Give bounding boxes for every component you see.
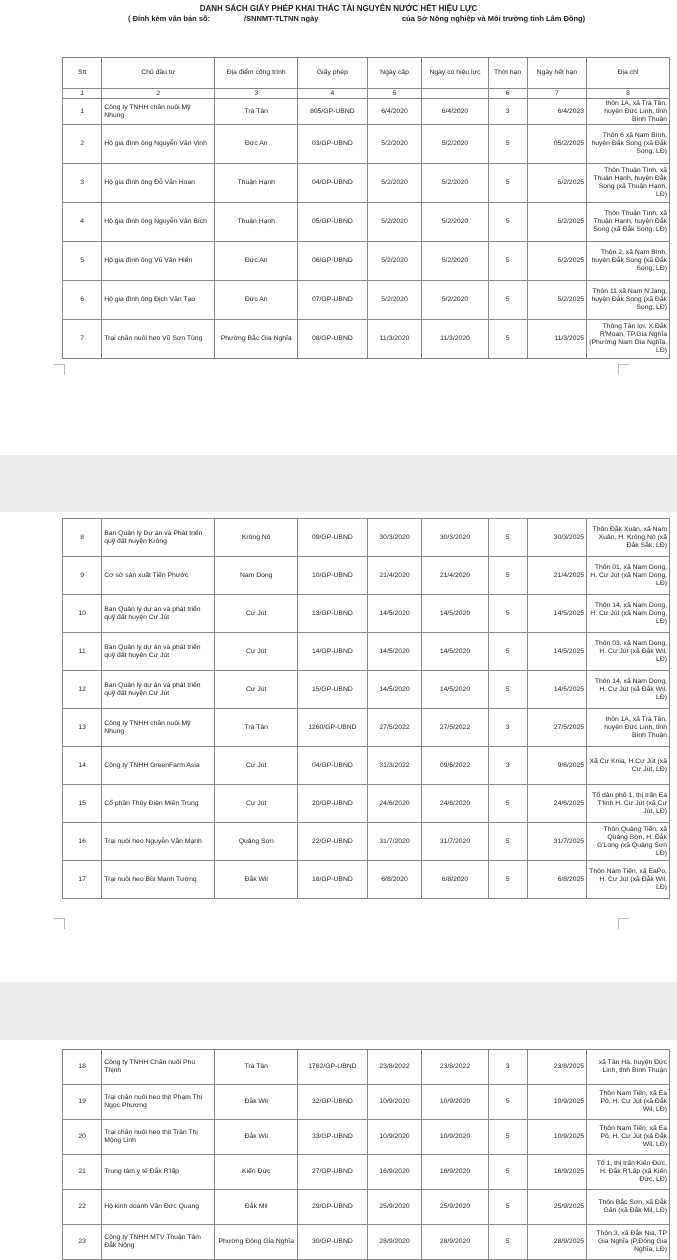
page-corner-mark	[618, 918, 629, 929]
page-corner-mark	[618, 364, 629, 375]
expiry-date-cell: 05/2/2025	[527, 125, 586, 164]
address-cell: Thôn Quảng Tiến, xã Quảng Sơn, H. Đắk G'Long (xã Quảng Sơn LĐ)	[587, 823, 670, 861]
term-cell: 5	[488, 281, 527, 320]
location-cell: Phường Đông Gia Nghĩa	[215, 1225, 298, 1260]
permit-cell: 07/GP-UBND	[298, 281, 367, 320]
table-row	[63, 709, 670, 747]
effective-date-cell: 5/2/2020	[422, 281, 488, 320]
column-header: Địa chỉ	[587, 58, 670, 89]
expiry-date-cell: 14/5/2025	[527, 633, 586, 671]
table-row	[63, 595, 670, 633]
column-number: 8	[587, 89, 670, 99]
address-cell: Thôn 2, xã Nam Bình, huyện Đắk Song (xã Đắk Song, LĐ)	[587, 242, 670, 281]
location-cell: Đắk Wil	[215, 1120, 298, 1155]
stt-cell: 11	[63, 633, 102, 671]
owner-cell: Công ty TNHH chăn nuôi Mỹ Nhung	[102, 709, 215, 747]
stt-cell: 2	[63, 125, 102, 164]
expiry-date-cell: 5/2/2025	[527, 281, 586, 320]
stt-cell: 4	[63, 203, 102, 242]
column-number	[422, 89, 488, 99]
stt-cell: 6	[63, 281, 102, 320]
issued-date-cell: 28/9/2020	[367, 1225, 422, 1260]
location-cell: Thuận Hạnh	[215, 203, 298, 242]
issued-date-cell: 21/4/2020	[367, 557, 422, 595]
document-page-1	[0, 0, 677, 455]
owner-cell: Cổ phần Thủy Điện Miền Trung	[102, 785, 215, 823]
issued-date-cell: 31/3/2022	[367, 747, 422, 785]
owner-cell: Trại chăn nuôi heo thịt Phạm Thị Ngọc Phương	[102, 1085, 215, 1120]
term-cell: 5	[488, 557, 527, 595]
stt-cell: 12	[63, 671, 102, 709]
stt-cell: 8	[63, 519, 102, 557]
effective-date-cell: 14/5/2020	[422, 671, 488, 709]
table-row	[63, 1085, 670, 1120]
location-cell: Cư Jút	[215, 785, 298, 823]
effective-date-cell: 21/4/2020	[422, 557, 488, 595]
table-row	[63, 164, 670, 203]
table-row	[63, 203, 670, 242]
issued-date-cell: 14/5/2020	[367, 595, 422, 633]
address-cell: Thôn Thuận Tình, xã Thuận Hạnh, huyện Đắk Song (xã Đắk Song, LĐ)	[587, 203, 670, 242]
table-row	[63, 242, 670, 281]
table-row	[63, 125, 670, 164]
column-header: Stt	[63, 58, 102, 89]
location-cell: Krông Nô	[215, 519, 298, 557]
issued-date-cell: 5/2/2020	[367, 281, 422, 320]
issued-date-cell: 6/4/2020	[367, 99, 422, 125]
issued-date-cell: 31/7/2020	[367, 823, 422, 861]
table-row	[63, 671, 670, 709]
page-corner-mark	[54, 918, 65, 929]
address-cell: Thôn 11 xã Nam N'Jang, huyện Đắk Song (xã Đắk Song, LĐ)	[587, 281, 670, 320]
expiry-date-cell: 6/8/2025	[527, 861, 586, 899]
subtitle-reference: ( Đính kèm văn bản số:	[128, 14, 211, 23]
effective-date-cell: 14/5/2020	[422, 595, 488, 633]
permit-cell: 04/GP-UBND	[298, 747, 367, 785]
page-corner-mark	[54, 364, 65, 375]
address-cell: Thôn Thuận Tình, xã Thuận Hạnh, huyện Đắk Song (xã Thuận Hạnh, LĐ)	[587, 164, 670, 203]
permit-cell: 04/GP-UBND	[298, 164, 367, 203]
term-cell: 5	[488, 1120, 527, 1155]
location-cell: Đức An	[215, 281, 298, 320]
effective-date-cell: 31/7/2020	[422, 823, 488, 861]
term-cell: 5	[488, 633, 527, 671]
location-cell: Trà Tân	[215, 709, 298, 747]
permit-cell: 10/GP-UBND	[298, 557, 367, 595]
column-number: 6	[488, 89, 527, 99]
permit-table-part-3	[62, 1049, 670, 1260]
permit-cell: 18/GP-UBND	[298, 861, 367, 899]
column-number-row	[63, 89, 670, 99]
term-cell: 5	[488, 1155, 527, 1190]
issued-date-cell: 5/2/2020	[367, 164, 422, 203]
document-page-2	[0, 512, 677, 982]
issued-date-cell: 30/3/2020	[367, 519, 422, 557]
table-row	[63, 1225, 670, 1260]
expiry-date-cell: 5/2/2025	[527, 242, 586, 281]
stt-cell: 14	[63, 747, 102, 785]
permit-cell: 805/GP-UBND	[298, 99, 367, 125]
owner-cell: Công ty TNHH MTV Thuận Tâm Đắk Nông	[102, 1225, 215, 1260]
effective-date-cell: 25/9/2020	[422, 1190, 488, 1225]
permit-cell: 32/GP-UBND	[298, 1085, 367, 1120]
owner-cell: Ban Quản lý dự án và phát triển quỹ đất huyện Cư Jút	[102, 595, 215, 633]
address-cell: Thôn Nam Tiến, xã EaPo, H. Cư Jút (xã Đắk Wil, LĐ)	[587, 861, 670, 899]
effective-date-cell: 5/2/2020	[422, 164, 488, 203]
term-cell: 3	[488, 99, 527, 125]
permit-cell: 14/GP-UBND	[298, 633, 367, 671]
owner-cell: Hộ gia đình ông Nguyễn Văn Bích	[102, 203, 215, 242]
location-cell: Đắk Wil	[215, 861, 298, 899]
term-cell: 5	[488, 671, 527, 709]
owner-cell: Hộ gia đình ông Đỗ Văn Hoan	[102, 164, 215, 203]
owner-cell: Trung tâm y tế Đắk R'lấp	[102, 1155, 215, 1190]
permit-cell: 20/GP-UBND	[298, 785, 367, 823]
expiry-date-cell: 21/4/2025	[527, 557, 586, 595]
expiry-date-cell: 14/5/2025	[527, 671, 586, 709]
column-header: Ngày có hiệu lực	[422, 58, 488, 89]
permit-table-part-1	[62, 57, 670, 359]
stt-cell: 22	[63, 1190, 102, 1225]
location-cell: Đắk Wil	[215, 1085, 298, 1120]
permit-cell: 27/GP-UBND	[298, 1155, 367, 1190]
term-cell: 5	[488, 1225, 527, 1260]
table-row	[63, 633, 670, 671]
table-row	[63, 99, 670, 125]
table-row	[63, 861, 670, 899]
issued-date-cell: 25/9/2020	[367, 1190, 422, 1225]
issued-date-cell: 11/3/2020	[367, 320, 422, 359]
subtitle-issuer: của Sở Nông nghiệp và Môi trường tỉnh Lâm Đồng)	[402, 14, 586, 23]
expiry-date-cell: 5/2/2025	[527, 164, 586, 203]
location-cell: Phường Bắc Gia Nghĩa	[215, 320, 298, 359]
term-cell: 5	[488, 1190, 527, 1225]
issued-date-cell: 27/5/2022	[367, 709, 422, 747]
term-cell: 5	[488, 164, 527, 203]
location-cell: Cư Jút	[215, 595, 298, 633]
permit-cell: 03/GP-UBND	[298, 125, 367, 164]
address-cell: Thôn 3, xã Đắk Nia, TP Gia Nghĩa (P.Đông Gia Nghĩa, LĐ)	[587, 1225, 670, 1260]
address-cell: Thôn 6 xã Nam Bình, huyện Đắk Song (xã Đắk Song, LĐ)	[587, 125, 670, 164]
expiry-date-cell: 25/9/2025	[527, 1190, 586, 1225]
address-cell: Thôn 14, xã Nam Dong, H. Cư Jút (xã Nam Dong, LĐ)	[587, 595, 670, 633]
effective-date-cell: 5/2/2020	[422, 125, 488, 164]
term-cell: 3	[488, 747, 527, 785]
issued-date-cell: 14/5/2020	[367, 671, 422, 709]
expiry-date-cell: 11/3/2025	[527, 320, 586, 359]
permit-cell: 08/GP-UBND	[298, 320, 367, 359]
address-cell: Xã Cư Knia, H.Cư Jút (xã Cư Jút, LĐ)	[587, 747, 670, 785]
owner-cell: Hộ gia đình ông Vũ Văn Hiển	[102, 242, 215, 281]
location-cell: Cư Jút	[215, 633, 298, 671]
stt-cell: 19	[63, 1085, 102, 1120]
stt-cell: 7	[63, 320, 102, 359]
table-row	[63, 1050, 670, 1085]
stt-cell: 1	[63, 99, 102, 125]
column-header: Địa điểm công trình	[215, 58, 298, 89]
document-page-3	[0, 1040, 677, 1260]
stt-cell: 20	[63, 1120, 102, 1155]
column-header: Ngày hết hạn	[527, 58, 586, 89]
issued-date-cell: 10/9/2020	[367, 1120, 422, 1155]
effective-date-cell: 6/8/2020	[422, 861, 488, 899]
table-row	[63, 1190, 670, 1225]
address-cell: thôn 1A, xã Trà Tân, huyện Đức Linh, tỉnh Bình Thuận	[587, 709, 670, 747]
table-row	[63, 519, 670, 557]
address-cell: Thôn Bắc Sơn, xã Đắk Găn (xã Đắk Mil, LĐ)	[587, 1190, 670, 1225]
address-cell: xã Tân Hà, huyện Đức Linh, tỉnh Bình Thuận	[587, 1050, 670, 1085]
expiry-date-cell: 31/7/2025	[527, 823, 586, 861]
term-cell: 5	[488, 203, 527, 242]
term-cell: 5	[488, 125, 527, 164]
stt-cell: 17	[63, 861, 102, 899]
expiry-date-cell: 28/9/2025	[527, 1225, 586, 1260]
address-cell: Tổ dân phố 1, thị trấn Ea T'linh H. Cư Jút (xã Cư Jút, LĐ)	[587, 785, 670, 823]
effective-date-cell: 11/3/2020	[422, 320, 488, 359]
effective-date-cell: 23/8/2022	[422, 1050, 488, 1085]
stt-cell: 3	[63, 164, 102, 203]
permit-table-part-2	[62, 518, 670, 899]
permit-cell: 13/GP-UBND	[298, 595, 367, 633]
page-gap	[0, 455, 677, 512]
effective-date-cell: 30/3/2020	[422, 519, 488, 557]
address-cell: Thôn 14, xã Nam Dong, H. Cư Jút (xã Đắk Wil, LĐ)	[587, 671, 670, 709]
issued-date-cell: 14/5/2020	[367, 633, 422, 671]
table-row	[63, 785, 670, 823]
effective-date-cell: 28/9/2020	[422, 1225, 488, 1260]
location-cell: Thuận Hạnh	[215, 164, 298, 203]
column-header: Chủ đầu tư	[102, 58, 215, 89]
location-cell: Nam Dong	[215, 557, 298, 595]
owner-cell: Hộ gia đình ông Nguyễn Văn Vinh	[102, 125, 215, 164]
stt-cell: 23	[63, 1225, 102, 1260]
expiry-date-cell: 10/9/2025	[527, 1120, 586, 1155]
expiry-date-cell: 5/2/2025	[527, 203, 586, 242]
permit-cell: 15/GP-UBND	[298, 671, 367, 709]
permit-cell: 1762/GP-UBND	[298, 1050, 367, 1085]
stt-cell: 9	[63, 557, 102, 595]
issued-date-cell: 5/2/2020	[367, 203, 422, 242]
effective-date-cell: 24/6/2020	[422, 785, 488, 823]
term-cell: 5	[488, 519, 527, 557]
document-title: DANH SÁCH GIẤY PHÉP KHAI THÁC TÀI NGUYÊN NƯỚC HẾT HIỆU LỰC	[199, 4, 478, 13]
issued-date-cell: 16/9/2020	[367, 1155, 422, 1190]
location-cell: Cư Jút	[215, 671, 298, 709]
location-cell: Cư Jút	[215, 747, 298, 785]
address-cell: Tổ 1, thị trấn Kiến Đức, H. Đắk R'Lấp (xã Kiến Đức, LĐ)	[587, 1155, 670, 1190]
term-cell: 5	[488, 823, 527, 861]
page-gap	[0, 982, 677, 1040]
owner-cell: Hộ kinh doanh Văn Đức Quang	[102, 1190, 215, 1225]
permit-cell: 1260/GP-UBND	[298, 709, 367, 747]
column-number: 7	[527, 89, 586, 99]
issued-date-cell: 10/9/2020	[367, 1085, 422, 1120]
location-cell: Trà Tân	[215, 99, 298, 125]
table-row	[63, 823, 670, 861]
effective-date-cell: 14/5/2020	[422, 633, 488, 671]
owner-cell: Trại chăn nuôi heo Vũ Sơn Tùng	[102, 320, 215, 359]
issued-date-cell: 6/8/2020	[367, 861, 422, 899]
issued-date-cell: 5/2/2020	[367, 125, 422, 164]
stt-cell: 15	[63, 785, 102, 823]
table-row	[63, 320, 670, 359]
address-cell: Thôn Nam Tiến, xã Ea Pô, H. Cư Jút (xã Đắk Wil, LĐ)	[587, 1120, 670, 1155]
stt-cell: 18	[63, 1050, 102, 1085]
subtitle-number: /SNNMT-TLTNN ngày	[244, 14, 319, 23]
effective-date-cell: 5/2/2020	[422, 242, 488, 281]
term-cell: 3	[488, 709, 527, 747]
term-cell: 5	[488, 242, 527, 281]
location-cell: Đức An	[215, 125, 298, 164]
term-cell: 5	[488, 320, 527, 359]
column-number: 5	[367, 89, 422, 99]
owner-cell: Trại nuôi heo Nguyễn Văn Mạnh	[102, 823, 215, 861]
address-cell: thôn 1A, xã Trà Tân, huyện Đức Linh, tỉnh Bình Thuận	[587, 99, 670, 125]
location-cell: Đức An	[215, 242, 298, 281]
column-header: Thời hạn	[488, 58, 527, 89]
column-header: Ngày cấp	[367, 58, 422, 89]
address-cell: Thôn Đắk Xuân, xã Nam Xuân, H. Krông Nô (xã Đắk Sắk, LĐ)	[587, 519, 670, 557]
expiry-date-cell: 6/4/2023	[527, 99, 586, 125]
stt-cell: 21	[63, 1155, 102, 1190]
expiry-date-cell: 14/5/2025	[527, 595, 586, 633]
stt-cell: 5	[63, 242, 102, 281]
address-cell: Thông Tân lợi, X.Đắk R'Moan, TP.Gia Nghĩa (Phường Nam Gia Nghĩa, LĐ)	[587, 320, 670, 359]
column-number: 2	[102, 89, 215, 99]
column-header: Giấy phép	[298, 58, 367, 89]
expiry-date-cell: 9/6/2025	[527, 747, 586, 785]
owner-cell: Công ty TNHH Chăn nuôi Phú Thịnh	[102, 1050, 215, 1085]
issued-date-cell: 23/8/2022	[367, 1050, 422, 1085]
permit-cell: 06/GP-UBND	[298, 242, 367, 281]
term-cell: 3	[488, 1050, 527, 1085]
table-row	[63, 1155, 670, 1190]
stt-cell: 13	[63, 709, 102, 747]
expiry-date-cell: 30/3/2025	[527, 519, 586, 557]
permit-cell: 29/GP-UBND	[298, 1190, 367, 1225]
table-row	[63, 1120, 670, 1155]
address-cell: Thôn 01, xã Nam Dong, H. Cư Jút (xã Nam Dong, LĐ)	[587, 557, 670, 595]
owner-cell: Công ty TNHH GreenFarm Asia	[102, 747, 215, 785]
owner-cell: Ban Quản lý Dự án và Phát triển quỹ đất huyện Krông	[102, 519, 215, 557]
permit-cell: 33/GP-UBND	[298, 1120, 367, 1155]
table-row	[63, 281, 670, 320]
location-cell: Trà Tân	[215, 1050, 298, 1085]
owner-cell: Trại chăn nuôi heo thịt Trần Thị Mộng Linh	[102, 1120, 215, 1155]
address-cell: Thôn Nam Tiến, xã Ea Pô, H. Cư Jút (xã Đắk Wil, LĐ)	[587, 1085, 670, 1120]
owner-cell: Công ty TNHH chăn nuôi Mỹ Nhung	[102, 99, 215, 125]
term-cell: 5	[488, 861, 527, 899]
column-number: 3	[215, 89, 298, 99]
stt-cell: 16	[63, 823, 102, 861]
issued-date-cell: 5/2/2020	[367, 242, 422, 281]
effective-date-cell: 10/9/2020	[422, 1120, 488, 1155]
effective-date-cell: 09/6/2022	[422, 747, 488, 785]
issued-date-cell: 24/6/2020	[367, 785, 422, 823]
location-cell: Quảng Sơn	[215, 823, 298, 861]
permit-cell: 09/GP-UBND	[298, 519, 367, 557]
address-cell: Thôn 03, xã Nam Dong, H. Cư Jút (xã Đắk Wil, LĐ)	[587, 633, 670, 671]
effective-date-cell: 5/2/2020	[422, 203, 488, 242]
owner-cell: Hộ gia đình ông Địch Văn Tạo	[102, 281, 215, 320]
expiry-date-cell: 16/9/2025	[527, 1155, 586, 1190]
stt-cell: 10	[63, 595, 102, 633]
table-row	[63, 747, 670, 785]
location-cell: Kiến Đức	[215, 1155, 298, 1190]
expiry-date-cell: 24/6/2025	[527, 785, 586, 823]
term-cell: 5	[488, 785, 527, 823]
column-number: 1	[63, 89, 102, 99]
owner-cell: Ban Quản lý dự án và phát triển quỹ đất huyện Cư Jút	[102, 671, 215, 709]
effective-date-cell: 10/9/2020	[422, 1085, 488, 1120]
owner-cell: Trại nuôi heo Bùi Mạnh Tường	[102, 861, 215, 899]
expiry-date-cell: 27/5/2025	[527, 709, 586, 747]
expiry-date-cell: 23/8/2025	[527, 1050, 586, 1085]
permit-cell: 30/GP-UBND	[298, 1225, 367, 1260]
expiry-date-cell: 10/9/2025	[527, 1085, 586, 1120]
table-row	[63, 557, 670, 595]
owner-cell: Cơ sở sản xuất Tiến Phước	[102, 557, 215, 595]
owner-cell: Ban Quản lý dự án và phát triển quỹ đất huyện Cư Jút	[102, 633, 215, 671]
effective-date-cell: 16/9/2020	[422, 1155, 488, 1190]
effective-date-cell: 6/4/2020	[422, 99, 488, 125]
effective-date-cell: 27/5/2022	[422, 709, 488, 747]
table-header-row	[63, 58, 670, 89]
permit-cell: 05/GP-UBND	[298, 203, 367, 242]
location-cell: Đắk Mil	[215, 1190, 298, 1225]
term-cell: 5	[488, 1085, 527, 1120]
permit-cell: 22/GP-UBND	[298, 823, 367, 861]
term-cell: 5	[488, 595, 527, 633]
column-number: 4	[298, 89, 367, 99]
